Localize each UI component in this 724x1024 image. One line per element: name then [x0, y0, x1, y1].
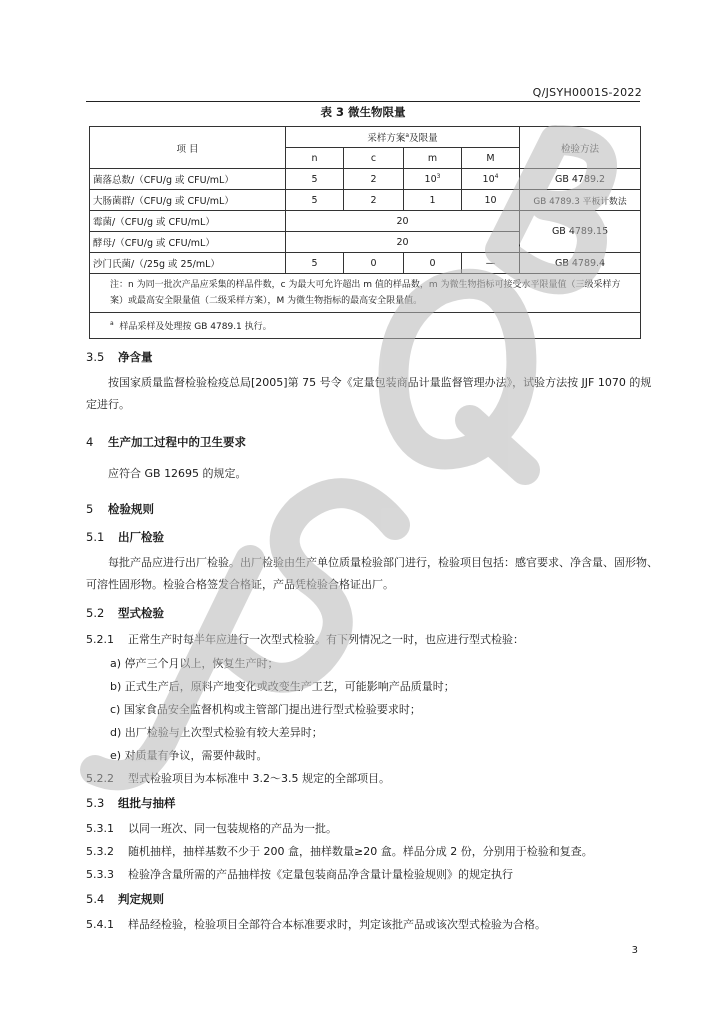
row-method: GB 4789.2 [520, 169, 641, 190]
row-limit: 20 [286, 211, 520, 232]
table-header-row [90, 127, 641, 148]
row-c: 2 [344, 190, 404, 211]
section-4-text: 应符合 GB 12695 的规定。 [108, 467, 247, 480]
col-header-plan: 采样方案$^a$及限量 [286, 127, 520, 148]
table-row [90, 211, 641, 232]
table-footnote-row [90, 313, 641, 339]
row-item: 菌落总数/（CFU/g 或 CFU/mL） [90, 169, 286, 190]
list-item: a) 停产三个月以上，恢复生产时； [110, 657, 279, 670]
section-5-3-1-text: 5.3.1 以同一班次、同一包装规格的产品为一批。 [86, 822, 337, 835]
table-row [90, 253, 641, 274]
table-title: 表 3 微生物限量 [320, 105, 406, 119]
row-m: $10^3$ [404, 169, 462, 190]
section-5-heading: 5 检验规则 [86, 502, 154, 516]
table-note-row [90, 274, 641, 313]
table-row [90, 190, 641, 211]
row-M: $10^4$ [462, 169, 520, 190]
list-item: d) 出厂检验与上次型式检验有较大差异时； [110, 726, 323, 739]
microbial-limit-table [89, 126, 641, 339]
page-number: 3 [631, 945, 638, 956]
section-3-5-text: 按国家质量监督检验检疫总局[2005]第 75 号令《定量包装商品计量监督管理办法》，试验方法按 JJF 1070 的规定进行。 [86, 376, 652, 411]
row-n: 5 [286, 253, 344, 274]
section-5-3-heading: 5.3 组批与抽样 [86, 796, 176, 810]
section-5-1-heading: 5.1 出厂检验 [86, 530, 164, 544]
row-c: 2 [344, 169, 404, 190]
section-5-1-text: 每批产品应进行出厂检验。出厂检验由生产单位质量检验部门进行，检验项目包括：感官要求、净含量、固形物、可溶性固形物。检验合格签发合格证，产品凭检验合格证出厂。 [86, 556, 658, 591]
list-item: e) 对质量有争议，需要仲裁时。 [110, 749, 268, 762]
table-row [90, 169, 641, 190]
col-header-method: 检验方法 [520, 127, 641, 169]
table-footnote: $^a$ 样品采样及处理按 GB 4789.1 执行。 [90, 313, 641, 339]
row-c: 0 [344, 253, 404, 274]
row-n: 5 [286, 169, 344, 190]
row-item: 大肠菌群/（CFU/g 或 CFU/mL） [90, 190, 286, 211]
col-header-item: 项 目 [90, 127, 286, 169]
row-method-merged: GB 4789.15 [520, 211, 641, 253]
col-header-c: c [344, 148, 404, 169]
standard-code: Q/JSYH0001S-2022 [532, 86, 642, 99]
row-limit: 20 [286, 232, 520, 253]
row-M: 10 [462, 190, 520, 211]
list-item: c) 国家食品安全监督机构或主管部门提出进行型式检验要求时； [110, 703, 421, 716]
row-item: 酵母/（CFU/g 或 CFU/mL） [90, 232, 286, 253]
section-5-3-2-text: 5.3.2 随机抽样，抽样基数不少于 200 盒，抽样数量≥20 盒。样品分成 2 份，分别用于检验和复查。 [86, 845, 593, 858]
section-5-2-1-text: 5.2.1 正常生产时每半年应进行一次型式检验。有下列情况之一时，也应进行型式检验： [86, 633, 524, 646]
row-item: 沙门氏菌/（/25g 或 25/mL） [90, 253, 286, 274]
header-rule [86, 101, 640, 102]
list-item: b) 正式生产后，原料产地变化或改变生产工艺，可能影响产品质量时； [110, 680, 455, 693]
section-5-3-3-text: 5.3.3 检验净含量所需的产品抽样按《定量包装商品净含量计量检验规则》的规定执行 [86, 868, 513, 881]
section-5-4-1-text: 5.4.1 样品经检验，检验项目全部符合本标准要求时，判定该批产品或该次型式检验为合格。 [86, 918, 546, 931]
row-method: GB 4789.4 [520, 253, 641, 274]
row-item: 霉菌/（CFU/g 或 CFU/mL） [90, 211, 286, 232]
section-5-2-heading: 5.2 型式检验 [86, 606, 164, 620]
col-header-m: m [404, 148, 462, 169]
section-5-4-heading: 5.4 判定规则 [86, 892, 164, 906]
section-3-5-heading: 3.5 净含量 [86, 350, 153, 364]
section-4-heading: 4 生产加工过程中的卫生要求 [86, 435, 246, 449]
row-m: 0 [404, 253, 462, 274]
table-note: 注：n 为同一批次产品应采集的样品件数，c 为最大可允许超出 m 值的样品数，m 为微生物指标可接受水平限量值（三级采样方案）或最高安全限量值（二级采样方案），M 为微生物指标的最高安全限量值。 [90, 274, 641, 313]
row-n: 5 [286, 190, 344, 211]
row-method: GB 4789.3 平板计数法 [520, 190, 641, 211]
row-m: 1 [404, 190, 462, 211]
col-header-M: M [462, 148, 520, 169]
row-M: — [462, 253, 520, 274]
section-5-2-2-text: 5.2.2 型式检验项目为本标准中 3.2～3.5 规定的全部项目。 [86, 772, 390, 785]
col-header-n: n [286, 148, 344, 169]
